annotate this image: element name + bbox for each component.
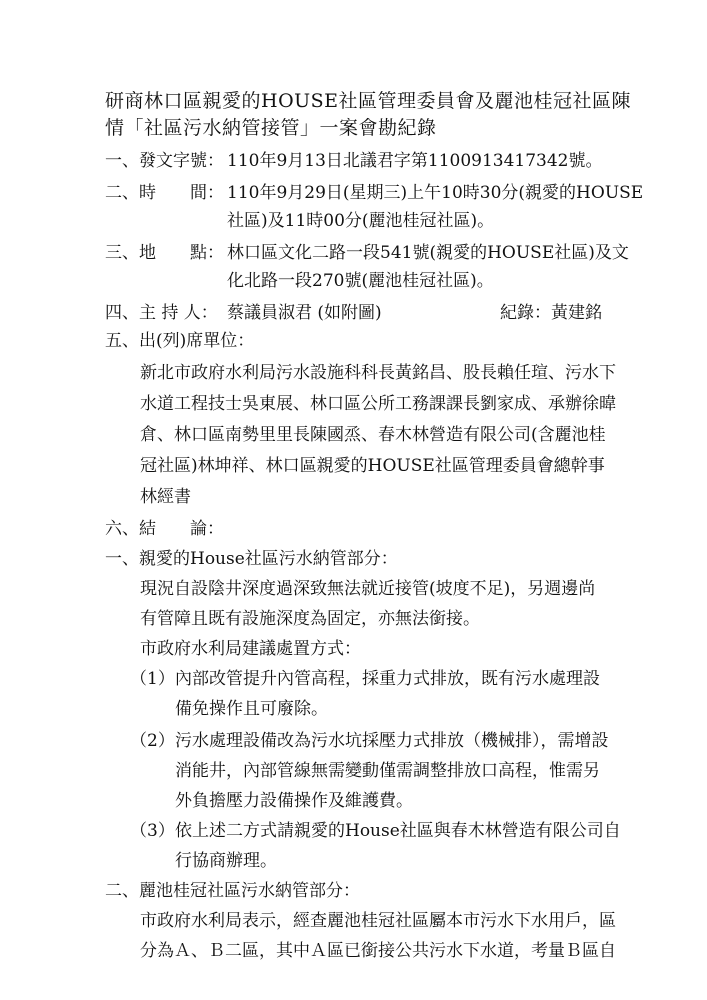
option-text-line: 行協商辦理。 (175, 851, 277, 871)
section-2-paragraph-line: 分為Ａ、Ｂ二區，其中Ａ區已銜接公共污水下水道，考量Ｂ區自 (140, 941, 616, 961)
meeting-place-value-line-2: 化北路一段270號(麗池桂冠社區)。 (227, 271, 494, 291)
option-number: （1） (130, 669, 175, 689)
chair-value: 蔡議員淑君 (如附圖) (227, 303, 382, 323)
attendees-label: 五、出(列)席單位： (105, 331, 255, 351)
section-1-paragraph-line: 現況自設陰井深度過深致無法就近接管(坡度不足)，另週邊尚 (140, 579, 596, 599)
doc-number-value: 110年9月13日北議君字第1100913417342號。 (227, 151, 603, 171)
option-text-line: 備免操作且可廢除。 (175, 699, 328, 719)
document-title-line-2: 情「社區污水納管接管」一案會勘紀錄 (105, 117, 437, 139)
attendees-line: 冠社區)林坤祥、林口區親愛的HOUSE社區管理委員會總幹事 (140, 456, 605, 476)
option-number: （2） (130, 731, 175, 751)
doc-number-label: 一、發文字號： (105, 151, 224, 171)
meeting-time-value-line-1: 110年9月29日(星期三)上午10時30分(親愛的HOUSE (227, 183, 644, 203)
option-text-line: 內部改管提升內管高程，採重力式排放，既有污水處理設 (175, 669, 600, 689)
attendees-line: 新北市政府水利局污水設施科科長黃銘昌、股長賴任瑄、污水下 (140, 363, 616, 383)
recorder-value: 紀錄：黃建銘 (500, 303, 602, 323)
conclusion-label: 六、結 論： (105, 519, 224, 539)
document-title-line-1: 研商林口區親愛的HOUSE社區管理委員會及麗池桂冠社區陳 (105, 90, 632, 112)
section-2-heading: 二、麗池桂冠社區污水納管部分： (105, 881, 360, 901)
option-text-line: 依上述二方式請親愛的House社區與春木林營造有限公司自 (175, 821, 621, 841)
option-text-line: 消能井，內部管線無需變動僅需調整排放口高程，惟需另 (175, 761, 600, 781)
option-text-line: 外負擔壓力設備操作及維護費。 (175, 791, 413, 811)
section-1-paragraph-line: 有管障且既有設施深度為固定，亦無法銜接。 (140, 609, 480, 629)
attendees-line: 水道工程技士吳東展、林口區公所工務課課長劉家成、承辦徐暐 (140, 394, 616, 414)
section-1-heading: 一、親愛的House社區污水納管部分： (105, 549, 398, 569)
meeting-time-value-line-2: 社區)及11時00分(麗池桂冠社區)。 (227, 211, 495, 231)
attendees-line: 林經書 (140, 487, 191, 507)
option-text-line: 污水處理設備改為污水坑採壓力式排放（機械排），需增設 (175, 731, 609, 751)
meeting-place-label: 三、地 點： (105, 243, 224, 263)
option-number: （3） (130, 821, 175, 841)
chair-label: 四、主 持 人： (105, 303, 218, 323)
meeting-place-value-line-1: 林口區文化二路一段541號(親愛的HOUSE社區)及文 (227, 243, 629, 263)
attendees-line: 倉、林口區南勢里里長陳國烝、春木林營造有限公司(含麗池桂 (140, 425, 606, 445)
meeting-time-label: 二、時 間： (105, 183, 224, 203)
section-2-paragraph-line: 市政府水利局表示，經查麗池桂冠社區屬本市污水下水用戶，區 (140, 911, 616, 931)
section-1-subheading: 市政府水利局建議處置方式： (140, 639, 361, 659)
